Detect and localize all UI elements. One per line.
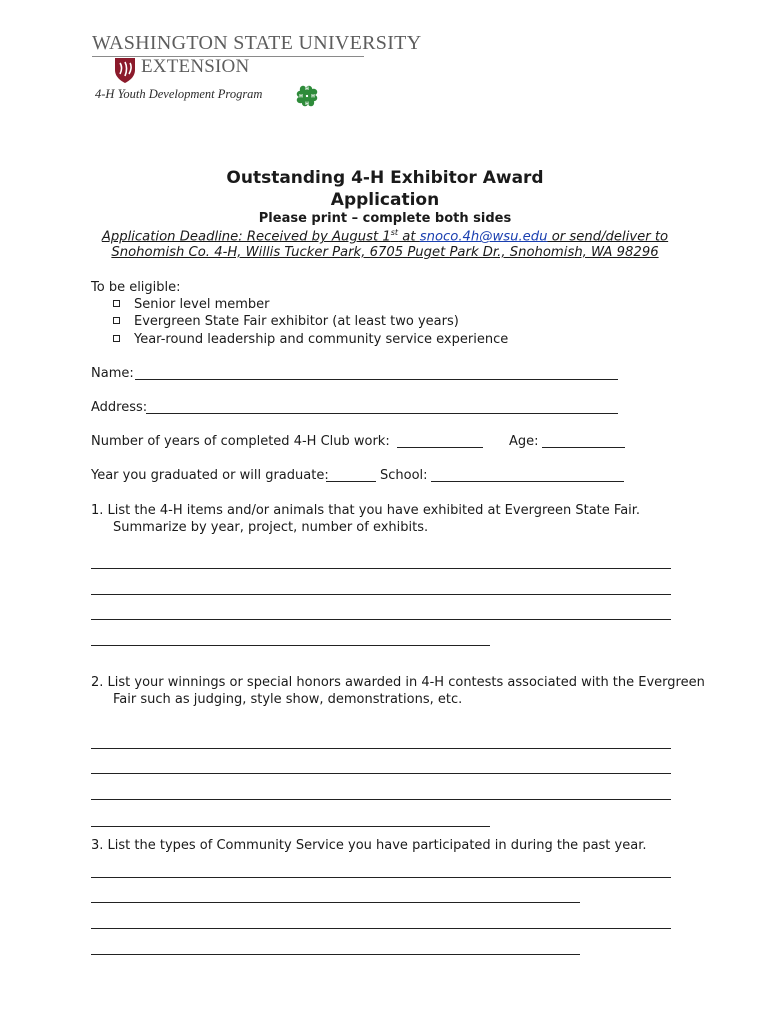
- deadline-at: at: [398, 229, 420, 245]
- answer-line[interactable]: [91, 799, 671, 800]
- graduate-label: Year you graduated or will graduate:: [91, 468, 329, 483]
- form-subtitle: Please print – complete both sides: [258, 211, 512, 226]
- name-field-line[interactable]: [135, 379, 618, 380]
- name-label: Name:: [91, 366, 134, 381]
- university-name: WASHINGTON STATE UNIVERSITY: [92, 31, 364, 57]
- eligibility-heading: To be eligible:: [91, 280, 181, 295]
- question-1-line2: Summarize by year, project, number of exhibits.: [113, 520, 429, 535]
- deadline-line2: Snohomish Co. 4-H, Willis Tucker Park, 6705 Puget Park Dr., Snohomish, WA 98296: [111, 245, 659, 260]
- graduate-field-line[interactable]: [326, 481, 376, 482]
- age-field-line[interactable]: [542, 447, 625, 448]
- wsu-shield-logo: [113, 56, 137, 84]
- deadline-prefix: Application Deadline: Received by August 1: [101, 229, 391, 245]
- program-label: 4-H Youth Development Program: [95, 87, 263, 101]
- years-field-line[interactable]: [397, 447, 483, 448]
- eligibility-item: [113, 297, 270, 312]
- answer-line[interactable]: [91, 748, 671, 749]
- eligibility-item: [113, 314, 459, 329]
- school-label: School:: [380, 468, 428, 483]
- address-field-line[interactable]: [146, 413, 618, 414]
- extension-label: EXTENSION: [141, 56, 250, 77]
- form-title: Outstanding 4-H Exhibitor Award: [226, 168, 544, 188]
- deadline-line1: [0, 228, 770, 244]
- svg-text:H: H: [305, 102, 309, 107]
- age-label: Age:: [509, 434, 539, 449]
- checkbox-bullet-icon: [113, 317, 120, 324]
- eligibility-item-label: Year-round leadership and community service experience: [134, 332, 509, 347]
- answer-line[interactable]: [91, 594, 671, 595]
- answer-line[interactable]: [91, 568, 671, 569]
- question-1: 1. List the 4-H items and/or animals that you have exhibited at Evergreen State Fair.: [91, 503, 641, 518]
- eligibility-item-label: Evergreen State Fair exhibitor (at least two years): [134, 314, 459, 329]
- years-label: Number of years of completed 4-H Club work:: [91, 434, 390, 449]
- address-label: Address:: [91, 400, 148, 415]
- answer-line[interactable]: [91, 645, 490, 646]
- answer-line[interactable]: [91, 619, 671, 620]
- answer-line[interactable]: [91, 773, 671, 774]
- svg-text:H: H: [311, 94, 315, 100]
- school-field-line[interactable]: [431, 481, 624, 482]
- deadline-suffix: or send/deliver to: [547, 229, 669, 245]
- svg-text:H: H: [305, 87, 309, 92]
- eligibility-item-label: Senior level member: [134, 297, 270, 312]
- checkbox-bullet-icon: [113, 300, 120, 307]
- svg-text:H: H: [299, 94, 303, 100]
- email-link[interactable]: snoco.4h@wsu.edu: [419, 229, 548, 245]
- 4h-clover-icon: [292, 81, 322, 111]
- deadline-sup: st: [390, 228, 399, 237]
- answer-line[interactable]: [91, 902, 580, 903]
- eligibility-item: [113, 332, 508, 347]
- answer-line[interactable]: [91, 954, 580, 955]
- form-title-line2: Application: [330, 190, 440, 210]
- question-3: 3. List the types of Community Service you have participated in during the past year.: [91, 838, 647, 853]
- checkbox-bullet-icon: [113, 335, 120, 342]
- answer-line[interactable]: [91, 826, 490, 827]
- answer-line[interactable]: [91, 877, 671, 878]
- question-2: 2. List your winnings or special honors awarded in 4-H contests associated with the Evergreen: [91, 675, 705, 690]
- answer-line[interactable]: [91, 928, 671, 929]
- question-2-line2: Fair such as judging, style show, demonstrations, etc.: [113, 692, 463, 707]
